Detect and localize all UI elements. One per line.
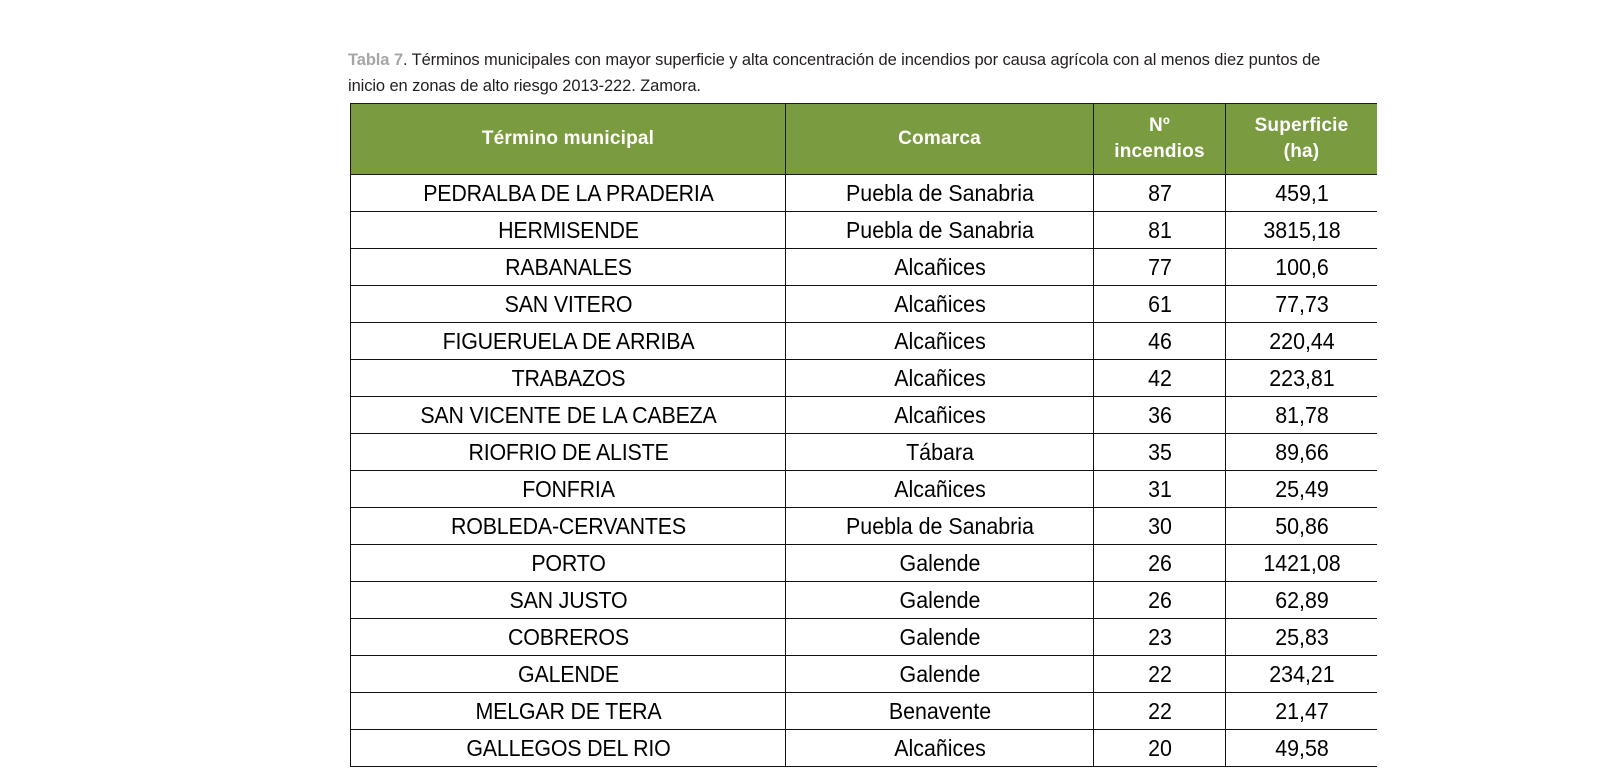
cell-num-incendios: 35	[1098, 434, 1221, 471]
cell-superficie: 25,83	[1231, 619, 1372, 656]
cell-termino-municipal: SAN VICENTE DE LA CABEZA	[366, 397, 771, 434]
cell-comarca: Galende	[796, 619, 1082, 656]
cell-termino-municipal: HERMISENDE	[366, 212, 771, 249]
table-row	[351, 508, 1378, 545]
municipalities-table	[350, 103, 1377, 767]
cell-comarca: Alcañices	[796, 286, 1082, 323]
column-header-termino-municipal: Término municipal	[351, 104, 786, 175]
table-row	[351, 175, 1378, 212]
cell-superficie: 25,49	[1231, 471, 1372, 508]
table-container	[350, 103, 1377, 772]
table-header	[351, 104, 1378, 175]
cell-comarca: Alcañices	[796, 730, 1082, 767]
cell-superficie: 223,81	[1231, 360, 1372, 397]
table-body	[351, 175, 1378, 767]
cell-num-incendios: 22	[1098, 656, 1221, 693]
cell-superficie: 3815,18	[1231, 212, 1372, 249]
cell-superficie: 50,86	[1231, 508, 1372, 545]
cell-num-incendios: 26	[1098, 582, 1221, 619]
column-header-comarca: Comarca	[786, 104, 1094, 175]
cell-comarca: Alcañices	[796, 323, 1082, 360]
table-caption	[348, 47, 1348, 99]
table-row	[351, 582, 1378, 619]
cell-termino-municipal: SAN JUSTO	[366, 582, 771, 619]
cell-superficie: 459,1	[1231, 175, 1372, 212]
cell-termino-municipal: TRABAZOS	[366, 360, 771, 397]
cell-termino-municipal: SAN VITERO	[366, 286, 771, 323]
table-row	[351, 212, 1378, 249]
cell-num-incendios: 46	[1098, 323, 1221, 360]
cell-termino-municipal: FONFRIA	[366, 471, 771, 508]
cell-superficie: 89,66	[1231, 434, 1372, 471]
cell-superficie: 62,89	[1231, 582, 1372, 619]
cell-termino-municipal: PORTO	[366, 545, 771, 582]
table-row	[351, 434, 1378, 471]
cell-superficie: 77,73	[1231, 286, 1372, 323]
cell-comarca: Alcañices	[796, 471, 1082, 508]
table-row	[351, 249, 1378, 286]
cell-superficie: 81,78	[1231, 397, 1372, 434]
table-row	[351, 656, 1378, 693]
cell-comarca: Alcañices	[796, 249, 1082, 286]
table-row	[351, 471, 1378, 508]
column-header-num-incendios-line1: Nº	[1148, 115, 1171, 136]
cell-comarca: Puebla de Sanabria	[796, 212, 1082, 249]
cell-num-incendios: 26	[1098, 545, 1221, 582]
column-header-num-incendios	[1094, 104, 1226, 175]
cell-num-incendios: 30	[1098, 508, 1221, 545]
column-header-num-incendios-line2: incendios	[1114, 141, 1205, 162]
table-caption-label: Tabla 7	[348, 50, 403, 69]
table-caption-text: . Términos municipales con mayor superficie y alta concentración de incendios por causa agrícola con al menos diez puntos de inicio en zonas de alto riesgo 2013-222. Zamora.	[348, 50, 1321, 95]
column-header-superficie	[1226, 104, 1378, 175]
cell-comarca: Galende	[796, 545, 1082, 582]
table-row	[351, 545, 1378, 582]
column-header-superficie-line1: Superficie	[1254, 115, 1349, 136]
cell-comarca: Galende	[796, 582, 1082, 619]
cell-termino-municipal: MELGAR DE TERA	[366, 693, 771, 730]
column-header-superficie-line2: (ha)	[1283, 141, 1320, 162]
cell-termino-municipal: PEDRALBA DE LA PRADERIA	[366, 175, 771, 212]
cell-num-incendios: 22	[1098, 693, 1221, 730]
cell-termino-municipal: RIOFRIO DE ALISTE	[366, 434, 771, 471]
cell-termino-municipal: RABANALES	[366, 249, 771, 286]
cell-termino-municipal: ROBLEDA-CERVANTES	[366, 508, 771, 545]
cell-superficie: 1421,08	[1231, 545, 1372, 582]
cell-comarca: Galende	[796, 656, 1082, 693]
cell-comarca: Puebla de Sanabria	[796, 508, 1082, 545]
table-row	[351, 360, 1378, 397]
table-row	[351, 323, 1378, 360]
cell-comarca: Puebla de Sanabria	[796, 175, 1082, 212]
cell-num-incendios: 87	[1098, 175, 1221, 212]
cell-num-incendios: 81	[1098, 212, 1221, 249]
cell-superficie: 100,6	[1231, 249, 1372, 286]
cell-termino-municipal: GALLEGOS DEL RIO	[366, 730, 771, 767]
cell-comarca: Alcañices	[796, 397, 1082, 434]
table-header-row	[351, 104, 1378, 175]
table-row	[351, 286, 1378, 323]
cell-num-incendios: 42	[1098, 360, 1221, 397]
table-row	[351, 693, 1378, 730]
table-row	[351, 730, 1378, 767]
cell-num-incendios: 61	[1098, 286, 1221, 323]
cell-termino-municipal: COBREROS	[366, 619, 771, 656]
table-row	[351, 397, 1378, 434]
cell-superficie: 21,47	[1231, 693, 1372, 730]
cell-num-incendios: 77	[1098, 249, 1221, 286]
table-row	[351, 619, 1378, 656]
cell-num-incendios: 31	[1098, 471, 1221, 508]
cell-superficie: 220,44	[1231, 323, 1372, 360]
cell-superficie: 49,58	[1231, 730, 1372, 767]
cell-num-incendios: 36	[1098, 397, 1221, 434]
cell-superficie: 234,21	[1231, 656, 1372, 693]
cell-num-incendios: 20	[1098, 730, 1221, 767]
cell-termino-municipal: FIGUERUELA DE ARRIBA	[366, 323, 771, 360]
cell-comarca: Benavente	[796, 693, 1082, 730]
cell-comarca: Alcañices	[796, 360, 1082, 397]
cell-num-incendios: 23	[1098, 619, 1221, 656]
cell-termino-municipal: GALENDE	[366, 656, 771, 693]
cell-comarca: Tábara	[796, 434, 1082, 471]
